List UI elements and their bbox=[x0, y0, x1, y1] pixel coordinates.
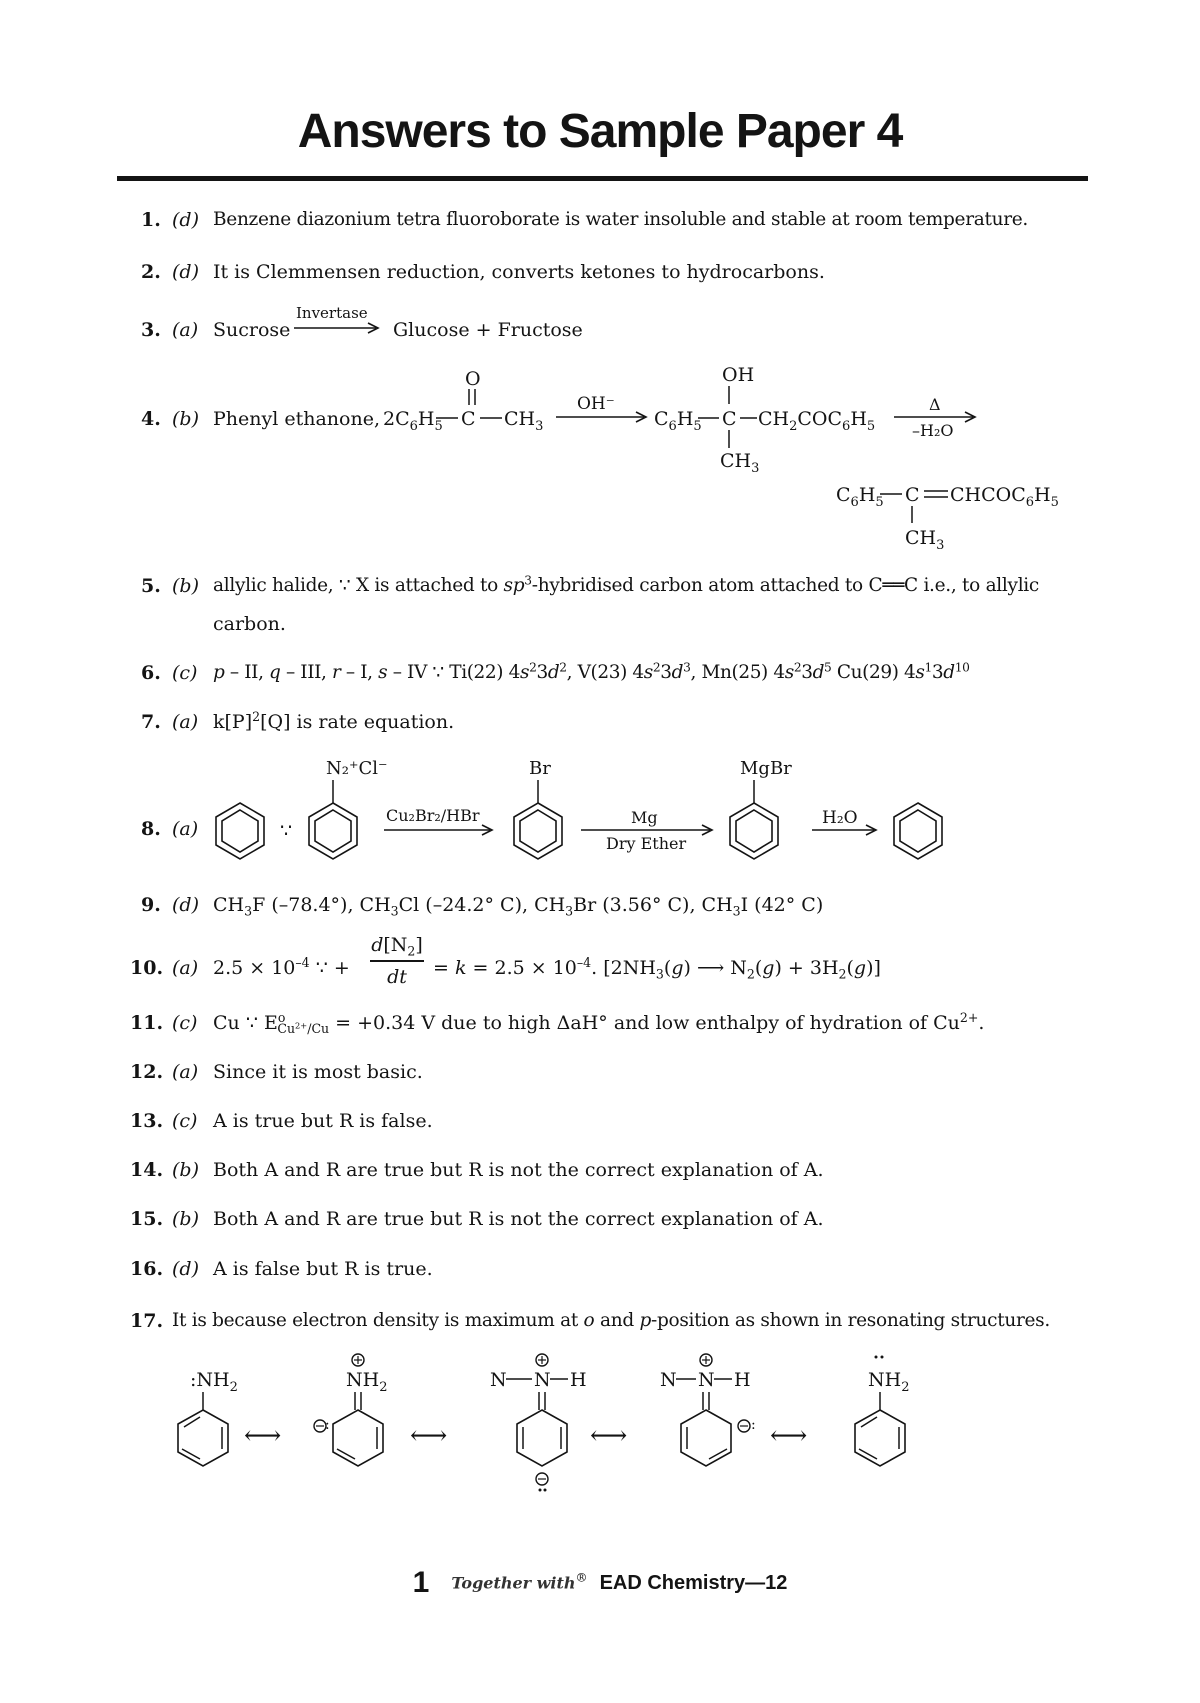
q3-option: (a) bbox=[172, 319, 199, 341]
q7-text: $k[P]^2[Q]$ is rate equation. bbox=[213, 709, 455, 733]
q12-text: Since it is most basic. bbox=[213, 1061, 423, 1083]
q9-number: 9. bbox=[141, 894, 161, 916]
q2-number: 2. bbox=[141, 261, 161, 283]
q17-text: It is because electron density is maximum at o and p-position as shown in resonating structures. bbox=[172, 1310, 1050, 1331]
q16-option: (d) bbox=[172, 1258, 199, 1280]
q8-reagent2-top: Mg bbox=[631, 808, 658, 827]
q4-option: (b) bbox=[172, 408, 199, 430]
q4-reagent2-bottom: –H₂O bbox=[912, 421, 954, 440]
q12-option: (a) bbox=[172, 1061, 199, 1083]
q5-number: 5. bbox=[141, 575, 161, 597]
svg-text:C: C bbox=[461, 408, 476, 430]
q6-text: p – II, q – III, r – I, s – IV ∵ Ti(22) $4s^23d^2$, V(23) $4s^23d^3$, Mn(25) $4s^23d^5$ Cu(29) $4s^13d^{10}$ bbox=[213, 660, 970, 683]
svg-text:N: N bbox=[534, 1369, 551, 1391]
q5-text-cont: carbon. bbox=[213, 613, 286, 635]
q13-option: (c) bbox=[172, 1110, 198, 1132]
q8-benzene-1 bbox=[216, 803, 264, 859]
q6-option: (c) bbox=[172, 662, 198, 684]
q8-benzene-4 bbox=[730, 803, 778, 859]
q4-text: Phenyl ethanone, bbox=[213, 408, 380, 430]
q11-text: Cu ∵ $E^o_{Cu^{2+}/Cu} = +0.34$ V due to high ΔaH° and low enthalpy of hydration of $Cu^{2+}$. bbox=[213, 1010, 985, 1037]
q10-fraction-den: dt bbox=[387, 966, 407, 988]
q1-option: (d) bbox=[172, 209, 199, 231]
svg-text:CH3: $CH_3$ bbox=[504, 408, 544, 434]
resonance-structure-2 bbox=[314, 1354, 387, 1466]
q4-reactant: $2C_6H_5$ bbox=[383, 408, 443, 434]
q8-reagent1: Cu₂Br₂/HBr bbox=[386, 806, 480, 825]
page-number: 1 bbox=[412, 1566, 430, 1599]
svg-text:CHCOC6H5: $CHCOC_6H_5$ bbox=[950, 484, 1059, 510]
svg-text:N: N bbox=[490, 1369, 507, 1391]
q10-fraction-bar bbox=[370, 960, 424, 962]
q8-label-br: Br bbox=[529, 758, 551, 779]
q13-number: 13. bbox=[130, 1110, 164, 1132]
q8-option: (a) bbox=[172, 818, 199, 840]
svg-text:H: H bbox=[570, 1369, 587, 1391]
q3-reagent: Invertase bbox=[296, 304, 368, 322]
resonance-arrow-3: ⟷ bbox=[590, 1421, 628, 1451]
q17-number: 17. bbox=[130, 1310, 164, 1332]
q10-option: (a) bbox=[172, 957, 199, 979]
svg-text::: : bbox=[751, 1417, 756, 1433]
q15-number: 15. bbox=[130, 1208, 164, 1230]
svg-text:CH3: $CH_3$ bbox=[905, 527, 945, 553]
q11-option: (c) bbox=[172, 1012, 198, 1034]
q16-number: 16. bbox=[130, 1258, 164, 1280]
svg-text:H: H bbox=[734, 1369, 751, 1391]
resonance-structure-5 bbox=[855, 1356, 909, 1467]
q8-number: 8. bbox=[141, 818, 161, 840]
q8-benzene-5 bbox=[894, 803, 942, 859]
q15-text: Both A and R are true but R is not the correct explanation of A. bbox=[213, 1208, 824, 1230]
q8-label-diazo: N₂⁺Cl⁻ bbox=[326, 758, 388, 779]
svg-text:C: C bbox=[722, 408, 737, 430]
svg-text:C: C bbox=[905, 484, 920, 506]
resonance-structure-4 bbox=[660, 1354, 756, 1466]
q2-text: It is Clemmensen reduction, converts ketones to hydrocarbons. bbox=[213, 261, 825, 283]
q10-fraction-num: $d[N_2]$ bbox=[371, 934, 423, 959]
brand-text: Together with bbox=[451, 1573, 576, 1593]
q10-number: 10. bbox=[130, 957, 164, 979]
q11-number: 11. bbox=[130, 1012, 164, 1034]
page-footer bbox=[0, 1566, 1200, 1600]
q8-label-mgbr: MgBr bbox=[740, 758, 792, 779]
svg-text::NH2: $:NH_2$ bbox=[190, 1369, 238, 1395]
q9-text: $CH_3F$ (–78.4°), $CH_3Cl$ (–24.2° C), $CH_3Br$ (3.56° C), $CH_3I$ (42° C) bbox=[213, 894, 824, 919]
svg-text:OH: OH bbox=[722, 364, 755, 386]
q8-reagent3: H₂O bbox=[822, 808, 858, 828]
q4-reagent2-top: Δ bbox=[929, 395, 941, 414]
q8-because: ∵ bbox=[280, 820, 293, 842]
q8-benzene-2 bbox=[309, 803, 357, 859]
page-title: Answers to Sample Paper 4 bbox=[297, 105, 903, 158]
q15-option: (b) bbox=[172, 1208, 199, 1230]
svg-text:CH3: $CH_3$ bbox=[720, 450, 760, 476]
q12-number: 12. bbox=[130, 1061, 164, 1083]
svg-text::: : bbox=[325, 1417, 330, 1433]
book-title: EAD Chemistry—12 bbox=[599, 1571, 788, 1594]
q7-option: (a) bbox=[172, 711, 199, 733]
resonance-structure-1 bbox=[178, 1369, 238, 1466]
resonance-structure-3 bbox=[490, 1354, 587, 1492]
q1-number: 1. bbox=[141, 209, 161, 231]
q16-text: A is false but R is true. bbox=[213, 1258, 433, 1280]
svg-text:N: N bbox=[698, 1369, 715, 1391]
q3-product: Glucose + Fructose bbox=[393, 319, 583, 341]
q14-number: 14. bbox=[130, 1159, 164, 1181]
resonance-arrow-2: ⟷ bbox=[410, 1421, 448, 1451]
q5-option: (b) bbox=[172, 575, 199, 597]
svg-text:NH2: $NH_2$ bbox=[868, 1369, 910, 1395]
svg-text:NH2: $NH_2$ bbox=[346, 1369, 388, 1395]
q5-text: allylic halide, ∵ X is attached to $sp^3$-hybridised carbon atom attached to C══C i.e., to allylic bbox=[213, 573, 1039, 596]
q3-reactant: Sucrose bbox=[213, 319, 291, 341]
q7-number: 7. bbox=[141, 711, 161, 733]
q4-reagent1: OH⁻ bbox=[577, 394, 615, 414]
q13-text: A is true but R is false. bbox=[213, 1110, 433, 1132]
svg-text:C6H5: $C_6H_5$ bbox=[654, 408, 702, 434]
svg-text:N: N bbox=[660, 1369, 677, 1391]
q14-option: (b) bbox=[172, 1159, 199, 1181]
resonance-arrow-1: ⟷ bbox=[244, 1421, 282, 1451]
q6-number: 6. bbox=[141, 662, 161, 684]
q14-text: Both A and R are true but R is not the correct explanation of A. bbox=[213, 1159, 824, 1181]
q10-text-b: = $k = 2.5 \times 10^{-4}$. [$2NH_3(g)$ ⟶ $N_2(g) + 3H_2(g)$] bbox=[433, 955, 881, 982]
q4-number: 4. bbox=[141, 408, 161, 430]
svg-text:CH2COC6H5: $CH_2COC_6H_5$ bbox=[758, 408, 876, 434]
q9-option: (d) bbox=[172, 894, 199, 916]
q17-resonance bbox=[0, 1340, 1200, 1510]
resonance-arrow-4: ⟷ bbox=[770, 1421, 808, 1451]
registered-mark: ® bbox=[575, 1570, 588, 1585]
q8-reagent2-bottom: Dry Ether bbox=[606, 834, 687, 853]
q3-number: 3. bbox=[141, 319, 161, 341]
q10-text-a: $2.5 \times 10^{-4}$ ∵ + bbox=[213, 955, 350, 979]
svg-text:O: O bbox=[465, 368, 481, 390]
q1-text: Benzene diazonium tetra fluoroborate is water insoluble and stable at room temperature. bbox=[213, 209, 1028, 230]
q8-benzene-3 bbox=[514, 803, 562, 859]
svg-text:C6H5: $C_6H_5$ bbox=[836, 484, 884, 510]
q2-option: (d) bbox=[172, 261, 199, 283]
